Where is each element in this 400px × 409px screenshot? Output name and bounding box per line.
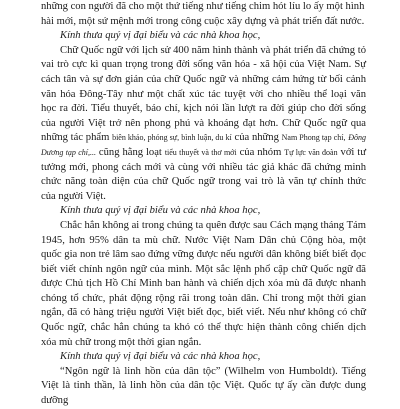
paragraph-1-small-1: biên khảo, phóng sự, bình luận, du kí (112, 133, 232, 143)
paragraph-3: “Ngôn ngữ là linh hồn của dân tộc” (Wilhelm von Humboldt). Tiếng Việt là tinh thần, là linh hồn của dân tộc Việt. Quốc tự ấy cần được dung dưỡng (41, 365, 366, 407)
paragraph-1-small-italic: Đông Dương tạp chí,... (41, 133, 367, 157)
paragraph-1-small-2: Nam Phong tạp chí, (281, 133, 346, 143)
paragraph-1-small-3: tiểu thuyết và thơ mới (164, 147, 237, 157)
salutation-3: Kính thưa quý vị đại biểu và các nhà khoa học, (60, 351, 261, 363)
paragraph-1-main: Chữ Quốc ngữ với lịch sử 400 năm hình thành và phát triển đã chứng tỏ vai trò cực kì quan trọng trong đời sống văn hóa - xã hội của Việt Nam. Sự cách tân và sự đơn giản của chữ Quốc ngữ và những cảm hứng từ bối cảnh văn hóa Đông-Tây như một chất xúc tác tuyệt vời cho nhiều thể loại văn học ra đời. Tiểu thuyết, báo chí, kịch nói lần lượt ra đời giúp cho đời sống của người Việt trở nên phong phú và khoáng đạt hơn. Chữ Quốc ngữ qua những tác phẩm (41, 44, 366, 144)
paragraph-1-tail: với tư tưởng mới, phong cách mới và cùng với nhiều tác giả khác đã chứng minh chức năng toàn diện của chữ Quốc ngữ trong vai trò là văn tự chính thức của người Việt. (41, 146, 366, 202)
paragraph-1 (41, 44, 366, 205)
paragraph-2: Chắc hẳn không ai trong chúng ta quên được sau Cách mạng tháng Tám 1945, hơn 95% dân ta mù chữ. Nước Việt Nam Dân chủ Cộng hòa, một quốc gia non trẻ lâm sao đứng vững được nếu người dân không biết biết đọc biết viết chính ngôn ngữ của mình. Một sắc lệnh phổ cập chữ Quốc ngữ đã được Chủ tịch Hồ Chí Minh ban hành và chiến dịch xóa mù đã được nhanh chóng tổ chức, phát động rộng rãi trong toàn dân. Chỉ trong một thời gian ngắn, đã có hàng triệu người Việt biết đọc, biết viết. Nếu như không có chữ Quốc ngữ, chắc hẳn chúng ta khó có thể thực hiện thành công chiến dịch xóa mù chữ trong một thời gian ngắn. (41, 219, 366, 348)
paragraph-1-mid-3: của nhóm (239, 146, 282, 158)
paragraph-continued-line-2: hài mới, một sứ mệnh mới trong công cuộc xây dựng và phát triển đất nước. (41, 15, 365, 27)
paragraph-continued-line-1: những con người đã cho một thứ tiếng như tiếng chim hót líu lo ấy một hình (41, 1, 365, 12)
salutation-1: Kính thưa quý vị đại biểu và các nhà khoa học, (60, 30, 261, 42)
paragraph-1-mid-2: cũng hằng loạt (98, 146, 162, 158)
salutation-2: Kính thưa quý vị đại biểu và các nhà khoa học, (60, 205, 261, 217)
paragraph-1-small-4: Tự lực văn đoàn (284, 147, 338, 157)
paragraph-1-mid-1: của những (234, 132, 279, 144)
